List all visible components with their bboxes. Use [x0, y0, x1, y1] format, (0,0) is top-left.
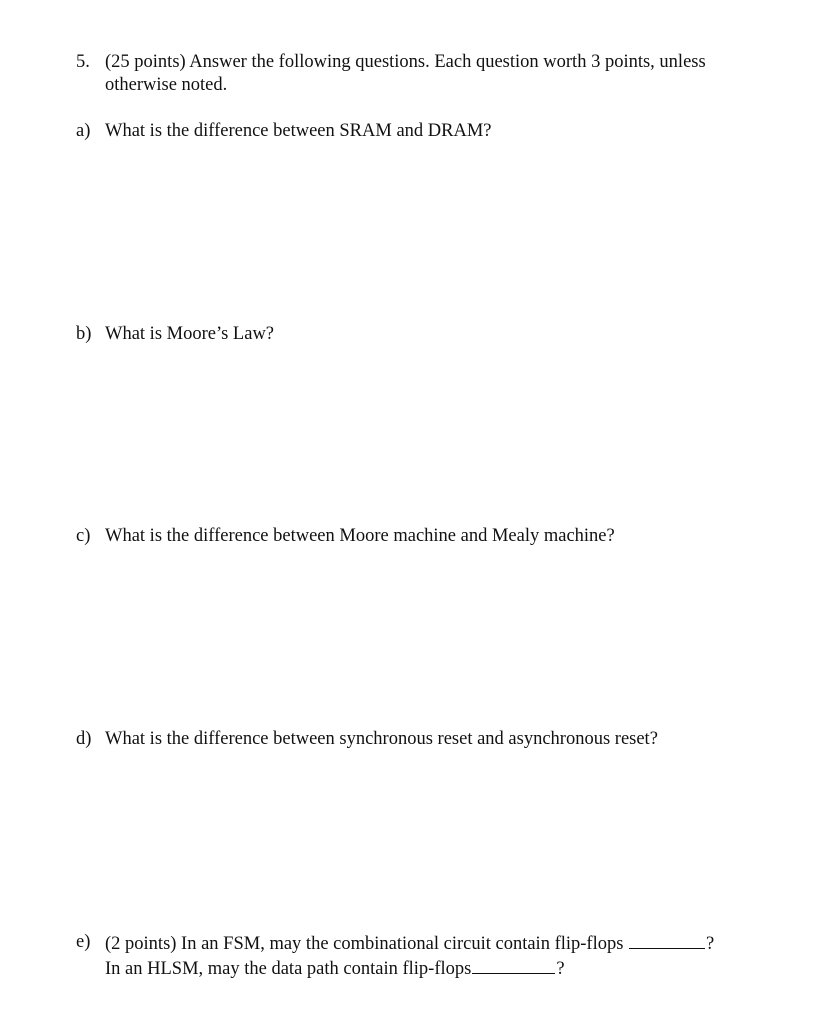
question-header	[105, 51, 779, 97]
question-5	[76, 51, 779, 97]
part-c-question: What is the difference between Moore machine and Mealy machine?	[105, 526, 615, 546]
part-e-line-1-text: (2 points) In an FSM, may the combinational circuit contain flip-flops	[105, 934, 624, 954]
part-d-label: d)	[76, 729, 92, 749]
part-a-question: What is the difference between SRAM and DRAM?	[105, 121, 492, 141]
part-e	[76, 931, 779, 981]
part-e-line-1	[105, 931, 779, 956]
question-header-line-1: (25 points) Answer the following questions. Each question worth 3 points, unless	[105, 52, 706, 72]
part-e-line-2	[105, 956, 779, 981]
part-d	[76, 728, 779, 751]
part-d-question: What is the difference between synchronous reset and asynchronous reset?	[105, 729, 658, 749]
part-e-line-1-end: ?	[706, 934, 715, 954]
part-a	[76, 120, 779, 143]
part-e-line-2-end: ?	[556, 959, 565, 979]
part-b-question: What is Moore’s Law?	[105, 324, 275, 344]
part-b	[76, 323, 779, 346]
part-e-label: e)	[76, 932, 91, 952]
part-c	[76, 525, 779, 548]
part-e-line-2-text: In an HLSM, may the data path contain flip-flops	[105, 959, 472, 979]
answer-blank-fsm[interactable]	[629, 931, 705, 949]
part-b-label: b)	[76, 324, 92, 344]
part-a-label: a)	[76, 121, 91, 141]
answer-blank-hlsm[interactable]	[472, 956, 555, 974]
part-e-question	[105, 931, 779, 981]
part-c-label: c)	[76, 526, 91, 546]
question-header-line-2: otherwise noted.	[105, 75, 228, 95]
question-number: 5.	[76, 52, 90, 72]
